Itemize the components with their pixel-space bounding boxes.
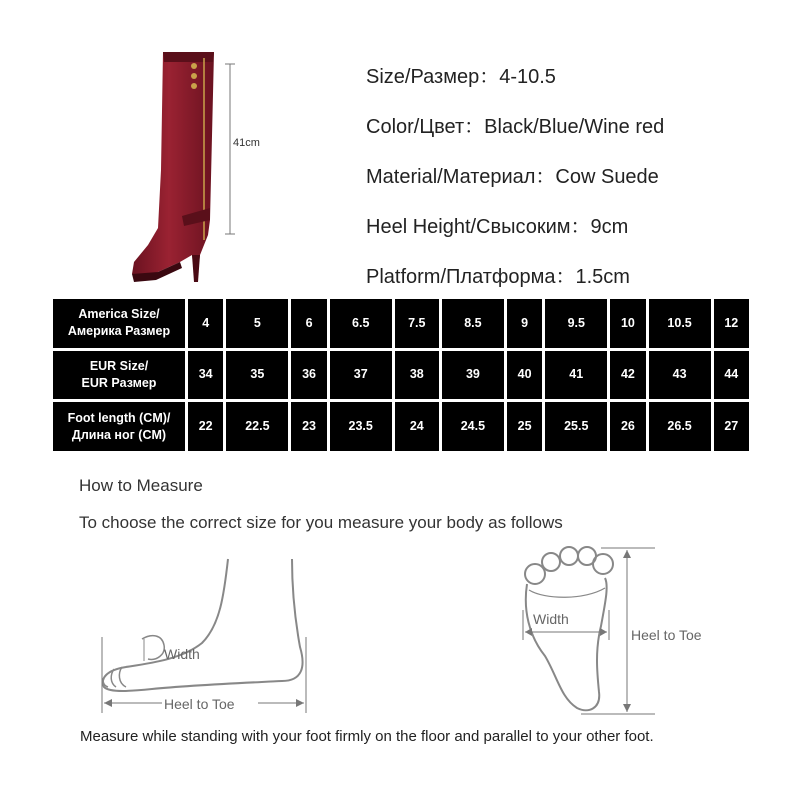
spec-color	[366, 110, 664, 139]
table-cell: 39	[442, 351, 504, 400]
table-cell: 36	[291, 351, 326, 400]
table-cell: 9.5	[545, 299, 607, 348]
table-cell: 5	[226, 299, 288, 348]
spec-value: 1.5cm	[575, 266, 630, 288]
table-row-foot-length	[53, 402, 749, 451]
how-to-measure-title: How to Measure	[79, 476, 203, 495]
table-cell: 26.5	[649, 402, 711, 451]
table-cell: 42	[610, 351, 645, 400]
table-cell: 8.5	[442, 299, 504, 348]
row-header: America Size/ Америка Размер	[53, 299, 185, 348]
measure-footer-note: Measure while standing with your foot firmly on the floor and parallel to your other foot.	[80, 728, 654, 745]
spec-label: Heel Height/Свысоким：	[366, 216, 591, 238]
spec-value: 9cm	[590, 216, 629, 238]
table-cell: 24	[395, 402, 439, 451]
table-cell: 25	[507, 402, 542, 451]
heel-to-toe-label: Heel to Toe	[631, 627, 702, 643]
table-cell: 9	[507, 299, 542, 348]
heel-to-toe-label: Heel to Toe	[164, 696, 235, 712]
table-cell: 12	[714, 299, 749, 348]
table-cell: 10	[610, 299, 645, 348]
sole-foot-diagram	[505, 540, 745, 720]
table-cell: 4	[188, 299, 223, 348]
table-cell: 25.5	[545, 402, 607, 451]
table-cell: 24.5	[442, 402, 504, 451]
table-cell: 44	[714, 351, 749, 400]
table-cell: 22	[188, 402, 223, 451]
table-cell: 34	[188, 351, 223, 400]
row-header: EUR Size/ EUR Размер	[53, 351, 185, 400]
spec-platform	[366, 260, 630, 289]
row-header: Foot length (CM)/ Длина ног (CM)	[53, 402, 185, 451]
side-foot-diagram	[92, 555, 322, 725]
height-label: 41cm	[233, 137, 260, 149]
spec-label: Size/Размер：	[366, 66, 500, 88]
spec-value: Black/Blue/Wine red	[484, 116, 665, 138]
spec-value: Cow Suede	[555, 166, 659, 188]
width-label: Width	[533, 611, 569, 627]
how-to-measure-subtitle: To choose the correct size for you measure your body as follows	[79, 513, 563, 532]
table-cell: 38	[395, 351, 439, 400]
table-cell: 7.5	[395, 299, 439, 348]
spec-value: 4-10.5	[499, 66, 556, 88]
width-label: Width	[164, 646, 200, 662]
spec-label: Platform/Платформа：	[366, 266, 576, 288]
size-table	[50, 296, 752, 454]
table-cell: 40	[507, 351, 542, 400]
table-cell: 41	[545, 351, 607, 400]
spec-material	[366, 160, 659, 189]
table-cell: 6	[291, 299, 326, 348]
spec-heel-height	[366, 210, 628, 239]
table-cell: 27	[714, 402, 749, 451]
table-cell: 37	[330, 351, 392, 400]
table-cell: 43	[649, 351, 711, 400]
table-cell: 10.5	[649, 299, 711, 348]
spec-size	[366, 60, 556, 89]
table-row-eur-size	[53, 351, 749, 400]
table-cell: 22.5	[226, 402, 288, 451]
table-cell: 6.5	[330, 299, 392, 348]
table-cell: 26	[610, 402, 645, 451]
table-cell: 23.5	[330, 402, 392, 451]
table-cell: 23	[291, 402, 326, 451]
table-row-us-size	[53, 299, 749, 348]
height-dimension-line	[220, 60, 240, 240]
spec-label: Color/Цвет：	[366, 116, 485, 138]
spec-label: Material/Материал：	[366, 166, 556, 188]
table-cell: 35	[226, 351, 288, 400]
